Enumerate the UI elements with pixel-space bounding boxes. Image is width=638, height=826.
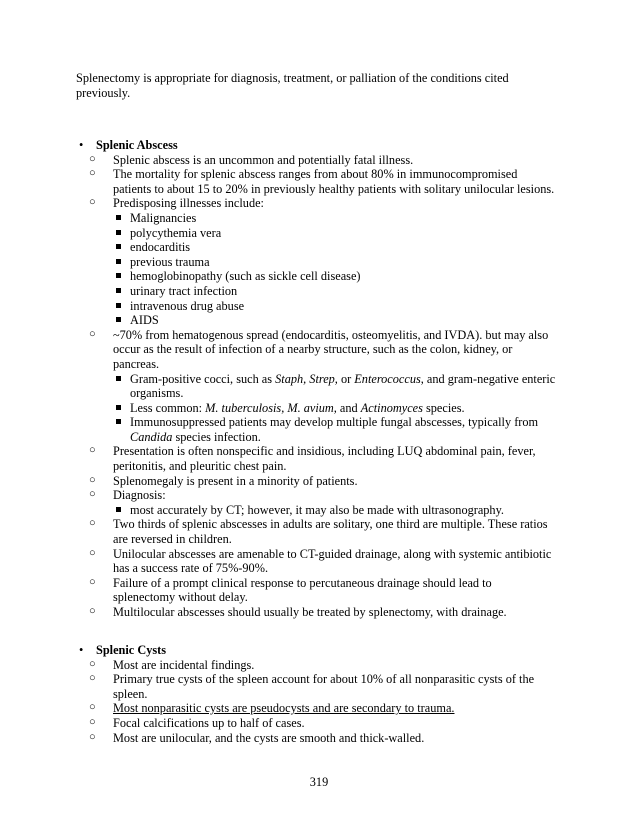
organism-name: Staph,	[275, 371, 307, 386]
bullet-circle-icon: ○	[89, 730, 96, 743]
item-text: ~70% from hematogenous spread (endocarditis, osteomyelitis, and IVDA). but may also occur as the result of infection of a nearby structure, such as the colon, kidney, or pancreas.	[113, 327, 549, 371]
list-item	[76, 716, 556, 731]
bullet-square-icon	[116, 215, 121, 220]
list-item	[76, 328, 556, 445]
item-text: Predisposing illnesses include:	[113, 196, 264, 211]
abscess-list	[76, 153, 556, 620]
section-splenic-abscess	[76, 138, 556, 620]
list-item	[113, 255, 556, 270]
item-text: AIDS	[130, 313, 159, 328]
list-item	[113, 226, 556, 241]
bullet-circle-icon: ○	[89, 605, 96, 617]
list-item	[76, 658, 556, 673]
item-text: and	[336, 400, 361, 415]
organism-name: M. tuberculosis, M. avium,	[205, 400, 337, 415]
item-text: endocarditis	[130, 240, 191, 255]
bullet-square-icon	[116, 317, 121, 322]
item-text: intravenous drug abuse	[130, 298, 245, 313]
bullet-circle-icon: ○	[89, 715, 96, 728]
heading-text: Splenic Cysts	[96, 643, 167, 657]
list-item	[76, 547, 556, 576]
list-item	[76, 605, 556, 620]
bullet-square-icon	[116, 230, 121, 235]
item-text: Unilocular abscesses are amenable to CT-guided drainage, along with systemic antibiotic has a success rate of 75%-90%.	[113, 546, 552, 576]
item-text-underlined: Most nonparasitic cysts are pseudocysts and are secondary to trauma.	[113, 701, 455, 716]
item-text: Presentation is often nonspecific and insidious, including LUQ abdominal pain, fever, peritonitis, and pleuritic chest pain.	[113, 444, 536, 474]
item-text: Immunosuppressed patients may develop multiple fungal abscesses, typically from	[130, 415, 539, 430]
bullet-square-icon	[116, 288, 121, 293]
list-item	[113, 284, 556, 299]
list-item	[76, 167, 556, 196]
list-item	[76, 517, 556, 546]
item-text: Splenic abscess is an uncommon and potentially fatal illness.	[113, 152, 414, 167]
bullet-square-icon	[116, 259, 121, 264]
bullet-square-icon	[116, 244, 121, 249]
item-text: polycythemia vera	[130, 225, 222, 240]
bullet-circle-icon: ○	[89, 488, 96, 501]
organism-name: Strep,	[309, 371, 338, 386]
item-text: Malignancies	[130, 210, 197, 225]
illness-list	[113, 211, 556, 328]
item-text: Most are incidental findings.	[113, 657, 255, 672]
list-item	[113, 269, 556, 284]
item-text: hemoglobinopathy (such as sickle cell disease)	[130, 269, 361, 284]
list-item	[76, 576, 556, 605]
item-text: Less common:	[130, 400, 206, 415]
organism-name: Candida	[130, 429, 173, 444]
bullet-circle-icon: ○	[89, 672, 96, 685]
item-text: Most are unilocular, and the cysts are smooth and thick-walled.	[113, 730, 425, 745]
bullet-circle-icon: ○	[89, 444, 96, 457]
section-splenic-cysts	[76, 643, 556, 745]
bullet-circle-icon: ○	[89, 327, 96, 340]
organism-name: Enterococcus	[354, 371, 421, 386]
diagnosis-list	[113, 503, 556, 518]
bullet-disc-icon: •	[79, 643, 84, 657]
item-text: The mortality for splenic abscess ranges from about 80% in immunocompromised patients to about 15 to 20% in previously healthy patients with solitary unilocular lesions.	[113, 167, 555, 196]
list-item	[76, 701, 556, 716]
cysts-list	[76, 658, 556, 746]
bullet-circle-icon: ○	[89, 517, 96, 530]
list-item	[76, 196, 556, 327]
list-item	[76, 153, 556, 168]
item-text: most accurately by CT; however, it may also be made with ultrasonography.	[130, 502, 505, 517]
item-text: species.	[422, 400, 465, 415]
item-text: Focal calcifications up to half of cases.	[113, 715, 305, 730]
bullet-circle-icon: ○	[89, 657, 96, 670]
item-text: previous trauma	[130, 254, 210, 269]
list-item	[76, 488, 556, 517]
page-number: 319	[309, 775, 329, 789]
bullet-circle-icon: ○	[89, 546, 96, 559]
list-item	[113, 372, 556, 401]
list-item	[113, 240, 556, 255]
bullet-circle-icon: ○	[89, 196, 96, 209]
organism-name: Actinomyces	[360, 400, 423, 415]
bullet-square-icon	[116, 376, 121, 381]
bullet-square-icon	[116, 405, 121, 410]
bullet-circle-icon: ○	[89, 167, 96, 180]
list-item	[113, 415, 556, 444]
list-item	[113, 503, 556, 518]
list-item	[113, 299, 556, 314]
item-text: Failure of a prompt clinical response to percutaneous drainage should lead to splenectomy without delay.	[113, 575, 492, 605]
organism-list	[113, 372, 556, 445]
item-text: Splenomegaly is present in a minority of patients.	[113, 473, 358, 488]
list-item	[76, 444, 556, 473]
bullet-circle-icon: ○	[89, 473, 96, 486]
list-item	[76, 731, 556, 746]
item-text: Diagnosis:	[113, 488, 166, 503]
bullet-square-icon	[116, 303, 121, 308]
bullet-square-icon	[116, 419, 121, 424]
item-text: urinary tract infection	[130, 283, 238, 298]
item-text: Two thirds of splenic abscesses in adults are solitary, one third are multiple. These ratios are reversed in children.	[113, 517, 548, 547]
list-item	[76, 474, 556, 489]
bullet-circle-icon: ○	[89, 152, 96, 165]
item-text: Multilocular abscesses should usually be treated by splenectomy, with drainage.	[113, 605, 507, 619]
item-text: Gram-positive cocci, such as	[130, 371, 276, 386]
item-text: , and gram-negative enteric organisms.	[130, 371, 556, 401]
item-text: Primary true cysts of the spleen account for about 10% of all nonparasitic cysts of the spleen.	[113, 672, 535, 701]
item-text: or	[337, 371, 355, 386]
list-item	[113, 211, 556, 226]
bullet-square-icon	[116, 273, 121, 278]
list-item	[113, 313, 556, 328]
list-item	[76, 672, 556, 701]
bullet-square-icon	[116, 507, 121, 512]
section-heading	[76, 138, 556, 153]
intro-paragraph: Splenectomy is appropriate for diagnosis, treatment, or palliation of the conditions cited previously.	[76, 71, 509, 100]
list-item	[113, 401, 556, 416]
bullet-circle-icon: ○	[89, 701, 96, 714]
bullet-disc-icon: •	[79, 138, 84, 152]
heading-text: Splenic Abscess	[96, 138, 178, 152]
section-heading	[76, 643, 556, 658]
item-text: species infection.	[172, 429, 261, 444]
bullet-circle-icon: ○	[89, 575, 96, 588]
